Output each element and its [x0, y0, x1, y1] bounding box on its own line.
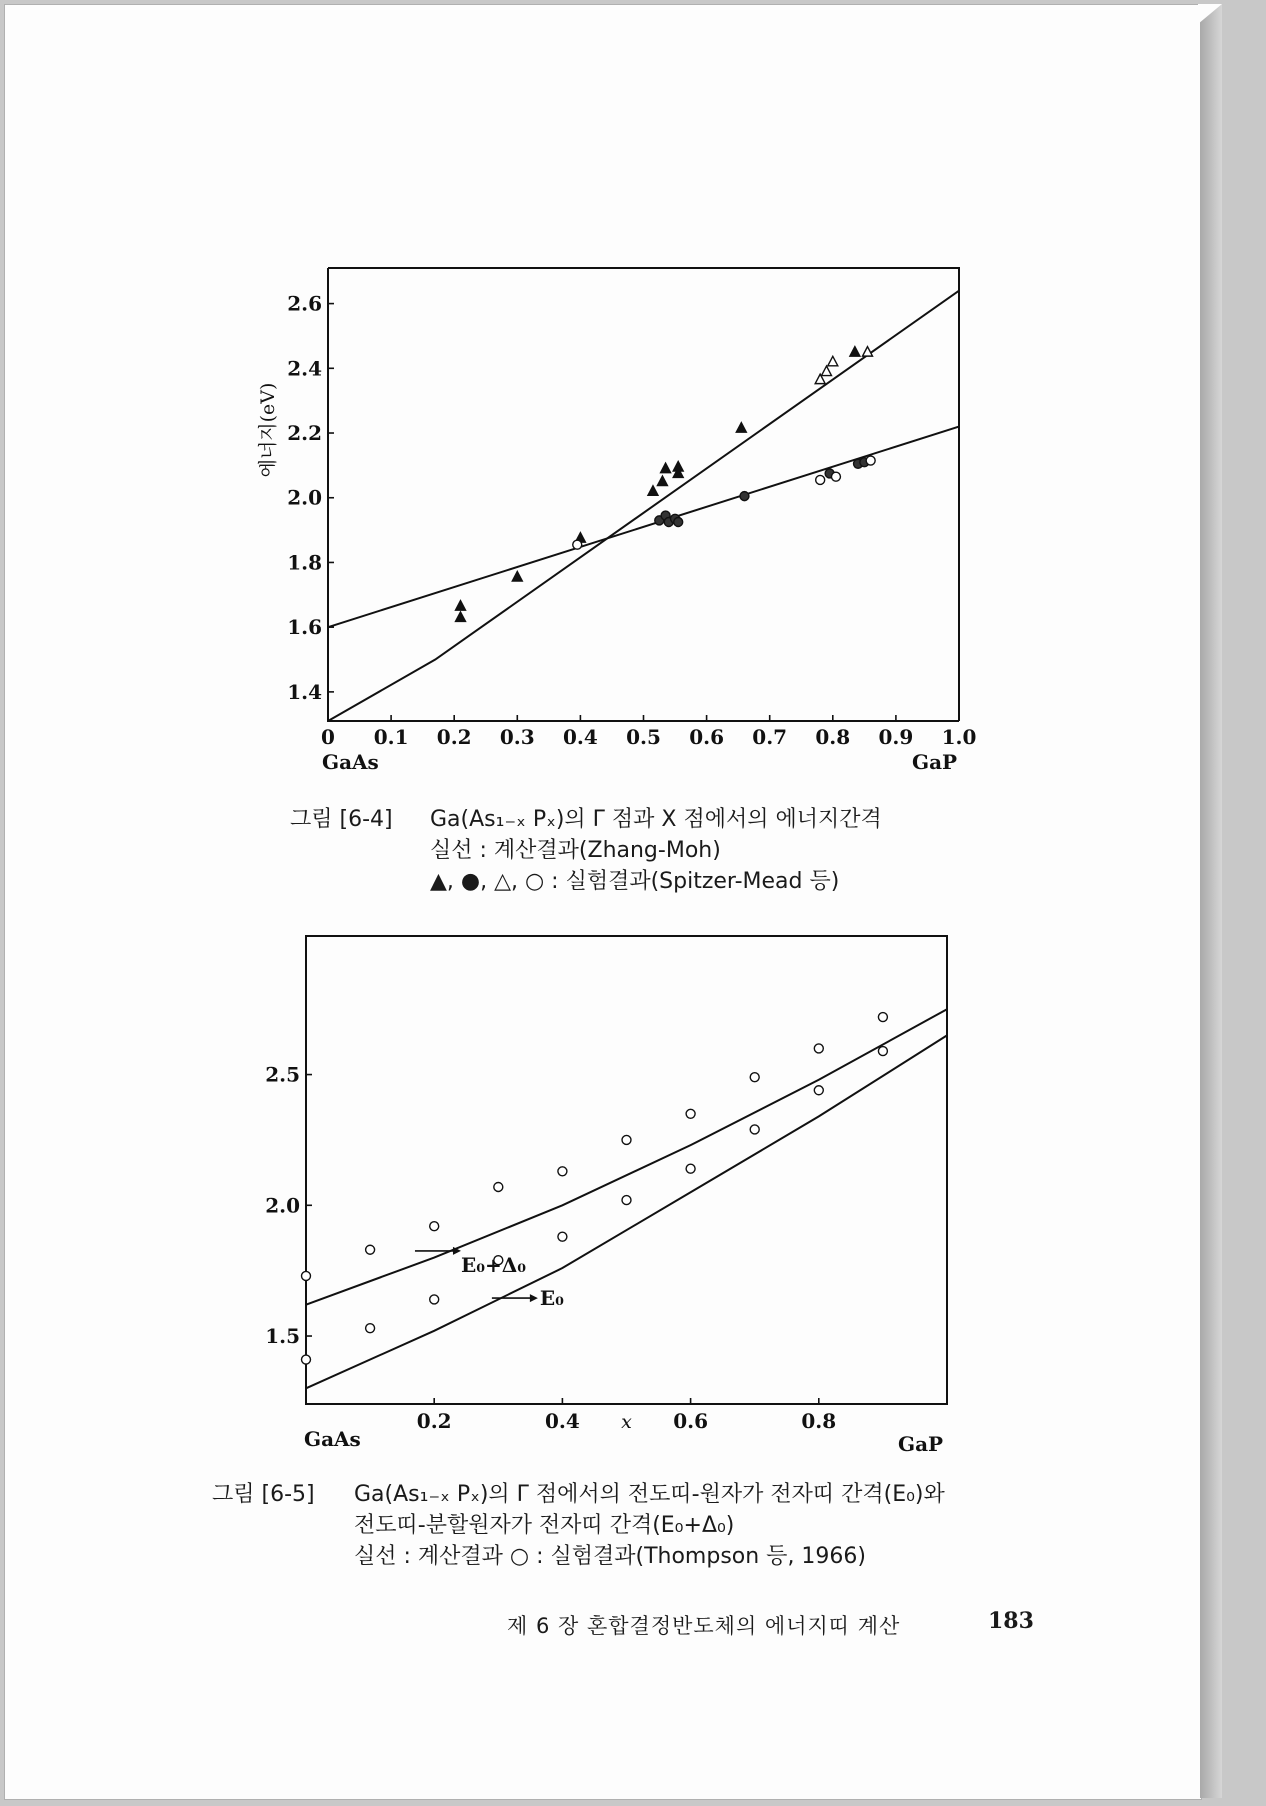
filled-triangle-point: [850, 347, 860, 357]
open-triangle-point: [828, 356, 838, 366]
x-tick-label: 0.8: [801, 1409, 837, 1433]
annotation-e0: E₀: [539, 1286, 564, 1311]
annotation-e0-delta0: E₀+Δ₀: [460, 1252, 527, 1277]
y-tick-label: 2.4: [287, 356, 322, 381]
x-right-label-gap: GaP: [898, 1432, 944, 1456]
calc-curve-2: [306, 1035, 947, 1388]
x-left-label-gaas: GaAs: [304, 1427, 361, 1451]
filled-triangle-point: [657, 476, 667, 486]
measured-point: [622, 1135, 631, 1144]
open-circle-point: [816, 475, 825, 484]
caption-line-2: 실선 : 계산결과(Zhang-Moh): [430, 838, 721, 863]
measured-point: [302, 1355, 311, 1364]
caption-line-1: Ga(As₁₋ₓ Pₓ)의 Γ 점에서의 전도띠-원자가 전자띠 간격(E₀)와: [354, 1482, 945, 1507]
x-tick-label: 0.9: [878, 725, 914, 749]
calc-curve-1: [306, 1009, 947, 1304]
x-tick-label: 0.5: [626, 725, 661, 749]
measured-point: [302, 1271, 311, 1280]
measured-point: [366, 1245, 375, 1254]
filled-circle-point: [740, 492, 749, 501]
measured-point: [814, 1086, 823, 1095]
plot-frame: [306, 936, 947, 1404]
caption-line-1: Ga(As₁₋ₓ Pₓ)의 Γ 점과 X 점에서의 에너지간격: [430, 807, 882, 832]
open-circle-point: [866, 456, 875, 465]
x-tick-label: 0.4: [563, 725, 598, 749]
open-circle-point: [573, 540, 582, 549]
arrow-head: [530, 1294, 538, 1302]
open-circle-point: [831, 472, 840, 481]
open-triangle-point: [863, 347, 873, 357]
x-tick-label: x: [621, 1411, 632, 1433]
y-tick-label: 2.2: [287, 421, 322, 446]
filled-triangle-point: [456, 601, 466, 611]
axes-lines: [328, 268, 959, 721]
y-tick-label: 1.5: [265, 1324, 300, 1349]
page-number: 183: [988, 1608, 1034, 1634]
caption-label: 그림 [6-5]: [212, 1482, 315, 1507]
measured-point: [558, 1232, 567, 1241]
filled-triangle-point: [456, 612, 466, 622]
x-tick-label: 0.7: [752, 725, 788, 749]
x-tick-label: 0.4: [545, 1409, 580, 1433]
calc-line-2: [328, 427, 959, 628]
caption-figure-6-4: [290, 804, 882, 897]
y-tick-label: 1.4: [287, 679, 322, 704]
x-tick-label: 0: [321, 725, 335, 749]
running-footer: 제 6 장 혼합결정반도체의 에너지띠 계산: [507, 1614, 901, 1638]
x-tick-label: 0.3: [499, 725, 535, 749]
measured-point: [814, 1044, 823, 1053]
caption-line-3: 실선 : 계산결과 ○ : 실험결과(Thompson 등, 1966): [354, 1544, 866, 1569]
x-tick-label: 0.2: [436, 725, 472, 749]
chart-figure-6-4: [240, 255, 980, 795]
x-tick-label: 0.6: [689, 725, 724, 749]
caption-figure-6-5: [212, 1479, 945, 1572]
caption-line-3: ▲, ●, △, ○ : 실험결과(Spitzer-Mead 등): [430, 869, 840, 894]
measured-point: [750, 1125, 759, 1134]
x-right-label-gap: GaP: [912, 750, 958, 774]
y-axis-label: 에너지(eV): [257, 382, 279, 478]
caption-label: 그림 [6-4]: [290, 807, 393, 832]
x-tick-label: 0.8: [815, 725, 851, 749]
y-tick-label: 1.6: [287, 615, 322, 640]
plot-frame: [328, 268, 959, 721]
filled-circle-point: [674, 518, 683, 527]
measured-point: [750, 1073, 759, 1082]
y-tick-label: 2.5: [265, 1062, 300, 1087]
measured-point: [622, 1196, 631, 1205]
y-tick-label: 1.8: [287, 550, 322, 575]
page-edge-shadow: [1200, 4, 1222, 1798]
y-tick-label: 2.6: [287, 291, 322, 316]
measured-point: [430, 1222, 439, 1231]
measured-point: [878, 1013, 887, 1022]
measured-point: [558, 1167, 567, 1176]
y-tick-label: 2.0: [287, 485, 322, 510]
measured-point: [878, 1047, 887, 1056]
y-tick-label: 2.0: [265, 1193, 300, 1218]
chart-figure-6-5: [250, 920, 990, 1460]
filled-triangle-point: [512, 572, 522, 582]
filled-triangle-point: [673, 461, 683, 471]
x-left-label-gaas: GaAs: [322, 750, 379, 774]
filled-triangle-point: [661, 463, 671, 473]
measured-point: [494, 1182, 503, 1191]
measured-point: [366, 1324, 375, 1333]
x-tick-label: 0.1: [373, 725, 409, 749]
open-triangle-point: [821, 366, 831, 376]
x-tick-label: 0.6: [673, 1409, 708, 1433]
caption-line-2: 전도띠-분할원자가 전자띠 간격(E₀+Δ₀): [354, 1513, 735, 1538]
filled-triangle-point: [648, 486, 658, 496]
x-tick-label: 0.2: [416, 1409, 452, 1433]
x-tick-label: 1.0: [941, 725, 977, 749]
measured-point: [430, 1295, 439, 1304]
page-corner: [1198, 4, 1222, 24]
filled-triangle-point: [736, 423, 746, 433]
measured-point: [686, 1164, 695, 1173]
measured-point: [686, 1109, 695, 1118]
